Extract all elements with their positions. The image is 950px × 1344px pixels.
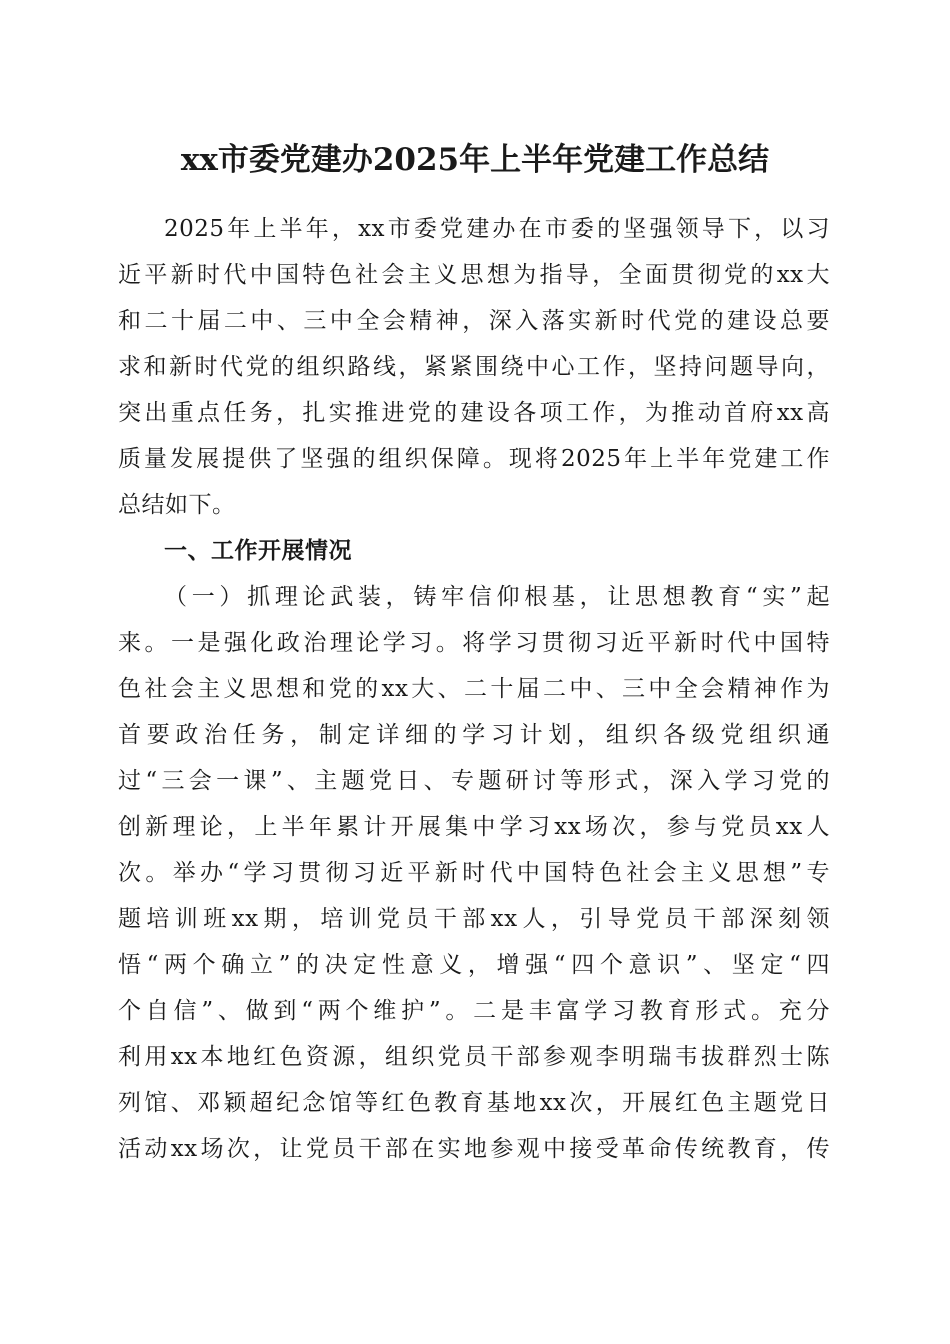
section-line: 悟“两个确立”的决定性意义，增强“四个意识”、坚定“四 [118,952,830,978]
section-line: 活动xx场次，让党员干部在实地参观中接受革命传统教育，传 [118,1136,830,1162]
section-line: 题培训班xx期，培训党员干部xx人，引导党员干部深刻领 [118,906,830,932]
section-line: 列馆、邓颖超纪念馆等红色教育基地xx次，开展红色主题党日 [118,1090,830,1116]
section-line: 个自信”、做到“两个维护”。二是丰富学习教育形式。充分 [118,998,830,1024]
section-line: 创新理论，上半年累计开展集中学习xx场次，参与党员xx人 [118,814,830,840]
section-line: 次。举办“学习贯彻习近平新时代中国特色社会主义思想”专 [118,860,830,886]
section-line: 色社会主义思想和党的xx大、二十届二中、三中全会精神作为 [118,676,830,702]
intro-line: 突出重点任务，扎实推进党的建设各项工作，为推动首府xx高 [118,400,830,426]
intro-line: 总结如下。 [118,492,236,518]
section-line: 首要政治任务，制定详细的学习计划，组织各级党组织通 [118,722,830,748]
section-line: 来。一是强化政治理论学习。将学习贯彻习近平新时代中国特 [118,630,830,656]
intro-line: 近平新时代中国特色社会主义思想为指导，全面贯彻党的xx大 [118,262,830,288]
section-line: 利用xx本地红色资源，组织党员干部参观李明瑞韦拔群烈士陈 [118,1044,830,1070]
intro-line: 2025年上半年，xx市委党建办在市委的坚强领导下，以习 [164,216,830,242]
section-paragraph [118,574,830,1172]
section-line: （一）抓理论武装，铸牢信仰根基，让思想教育“实”起 [164,584,830,610]
section-line: 过“三会一课”、主题党日、专题研讨等形式，深入学习党的 [118,768,830,794]
intro-line: 质量发展提供了坚强的组织保障。现将2025年上半年党建工作 [118,446,830,472]
intro-line: 求和新时代党的组织路线，紧紧围绕中心工作，坚持问题导向， [118,354,830,380]
document-body [118,206,830,1172]
intro-paragraph [118,206,830,528]
document-title: xx市委党建办2025年上半年党建工作总结 [180,142,770,178]
intro-line: 和二十届二中、三中全会精神，深入落实新时代党的建设总要 [118,308,830,334]
section-heading: 一、工作开展情况 [164,538,352,564]
